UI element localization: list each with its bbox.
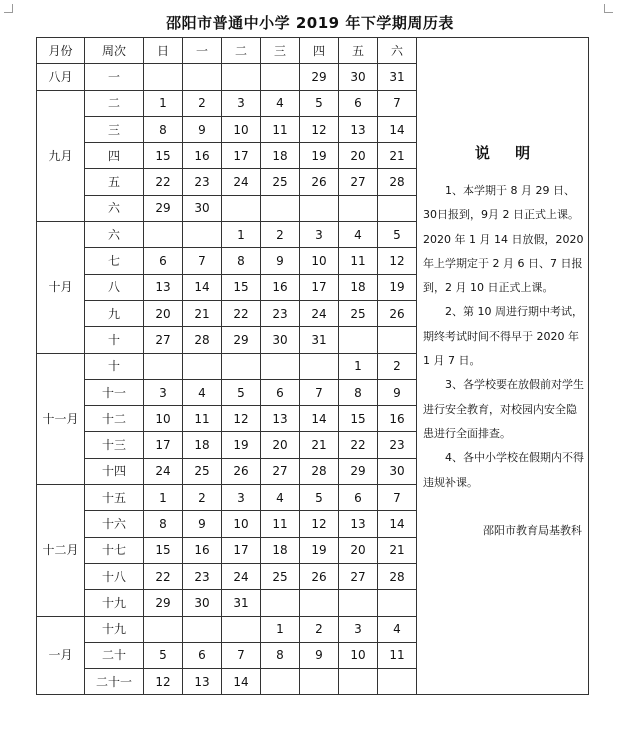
- day-cell: 6: [261, 379, 300, 405]
- header-day: 日: [144, 38, 183, 64]
- header-day: 五: [339, 38, 378, 64]
- day-cell: 7: [300, 379, 339, 405]
- day-cell: 13: [183, 669, 222, 695]
- day-cell: 20: [144, 300, 183, 326]
- day-cell: 5: [144, 642, 183, 668]
- week-cell: 九: [85, 300, 144, 326]
- header-month: 月份: [37, 38, 85, 64]
- week-calendar-table: [36, 37, 589, 695]
- page-title: 邵阳市普通中小学 2019 年下学期周历表: [166, 14, 454, 32]
- notes-heading: 说 明: [474, 144, 541, 162]
- day-cell: 3: [144, 379, 183, 405]
- day-cell: 4: [378, 616, 417, 642]
- day-cell: 14: [378, 511, 417, 537]
- day-cell: 20: [261, 432, 300, 458]
- day-cell: [144, 64, 183, 90]
- day-cell: 14: [300, 406, 339, 432]
- day-cell: 5: [300, 90, 339, 116]
- header-week: 周次: [85, 38, 144, 64]
- day-cell: 23: [261, 300, 300, 326]
- day-cell: 28: [378, 169, 417, 195]
- day-cell: 5: [378, 222, 417, 248]
- day-cell: 28: [183, 327, 222, 353]
- day-cell: 30: [183, 195, 222, 221]
- day-cell: 16: [183, 143, 222, 169]
- day-cell: 22: [144, 563, 183, 589]
- day-cell: 22: [144, 169, 183, 195]
- day-cell: [144, 353, 183, 379]
- day-cell: 27: [144, 327, 183, 353]
- day-cell: 1: [222, 222, 261, 248]
- day-cell: 9: [378, 379, 417, 405]
- day-cell: 20: [339, 143, 378, 169]
- day-cell: 5: [300, 485, 339, 511]
- day-cell: 12: [300, 511, 339, 537]
- week-cell: 三: [85, 116, 144, 142]
- day-cell: [261, 590, 300, 616]
- day-cell: 16: [378, 406, 417, 432]
- day-cell: [261, 195, 300, 221]
- day-cell: 25: [183, 458, 222, 484]
- week-cell: 十八: [85, 563, 144, 589]
- day-cell: 6: [339, 90, 378, 116]
- day-cell: 12: [378, 248, 417, 274]
- day-cell: [261, 353, 300, 379]
- week-cell: 四: [85, 143, 144, 169]
- day-cell: [261, 669, 300, 695]
- day-cell: 15: [339, 406, 378, 432]
- day-cell: 31: [300, 327, 339, 353]
- day-cell: 14: [378, 116, 417, 142]
- day-cell: 18: [261, 537, 300, 563]
- header-day: 三: [261, 38, 300, 64]
- day-cell: 13: [144, 274, 183, 300]
- week-cell: 六: [85, 222, 144, 248]
- week-cell: 十二: [85, 406, 144, 432]
- day-cell: 23: [183, 563, 222, 589]
- day-cell: 7: [378, 90, 417, 116]
- day-cell: 18: [261, 143, 300, 169]
- week-cell: 二: [85, 90, 144, 116]
- day-cell: [300, 195, 339, 221]
- day-cell: [378, 195, 417, 221]
- month-cell: 一月: [37, 616, 85, 695]
- day-cell: 13: [261, 406, 300, 432]
- day-cell: 22: [339, 432, 378, 458]
- day-cell: [222, 195, 261, 221]
- day-cell: 8: [144, 511, 183, 537]
- day-cell: 3: [222, 90, 261, 116]
- notes-item: 2、第 10 周进行期中考试，期终考试时间不得早于 2020 年 1 月 7 日。: [423, 305, 583, 368]
- week-cell: 二十: [85, 642, 144, 668]
- week-cell: 十: [85, 327, 144, 353]
- day-cell: [183, 353, 222, 379]
- day-cell: 29: [144, 590, 183, 616]
- day-cell: [144, 222, 183, 248]
- day-cell: 2: [261, 222, 300, 248]
- day-cell: 27: [339, 563, 378, 589]
- day-cell: 1: [144, 485, 183, 511]
- day-cell: 3: [222, 485, 261, 511]
- day-cell: 26: [300, 169, 339, 195]
- day-cell: 9: [300, 642, 339, 668]
- day-cell: 24: [222, 563, 261, 589]
- day-cell: 31: [222, 590, 261, 616]
- day-cell: 24: [300, 300, 339, 326]
- week-cell: 十七: [85, 537, 144, 563]
- day-cell: [300, 669, 339, 695]
- notes-item: 4、各中小学校在假期内不得违规补课。: [423, 451, 584, 489]
- week-cell: 八: [85, 274, 144, 300]
- day-cell: 21: [300, 432, 339, 458]
- day-cell: 26: [300, 563, 339, 589]
- day-cell: 12: [144, 669, 183, 695]
- week-cell: 十六: [85, 511, 144, 537]
- day-cell: [378, 669, 417, 695]
- day-cell: 10: [222, 116, 261, 142]
- notes-signature: 邵阳市教育局基教科: [483, 523, 582, 537]
- day-cell: [378, 590, 417, 616]
- day-cell: 1: [261, 616, 300, 642]
- day-cell: [339, 195, 378, 221]
- week-cell: 一: [85, 64, 144, 90]
- day-cell: 19: [378, 274, 417, 300]
- week-cell: 七: [85, 248, 144, 274]
- day-cell: 28: [300, 458, 339, 484]
- day-cell: 6: [339, 485, 378, 511]
- day-cell: 25: [339, 300, 378, 326]
- notes-panel: [417, 38, 589, 695]
- day-cell: 19: [222, 432, 261, 458]
- day-cell: 15: [222, 274, 261, 300]
- notes-item: 1、本学期于 8 月 29 日、30日报到，9月 2 日正式上课。2020 年 1 月 14 日放假，2020 年上学期定于 2 月 6 日、7 日报到，2 月 10 日正式上课。: [423, 184, 584, 295]
- day-cell: [300, 590, 339, 616]
- day-cell: 15: [144, 143, 183, 169]
- day-cell: 10: [222, 511, 261, 537]
- day-cell: [339, 590, 378, 616]
- day-cell: 10: [300, 248, 339, 274]
- header-day: 一: [183, 38, 222, 64]
- day-cell: 27: [339, 169, 378, 195]
- day-cell: 4: [339, 222, 378, 248]
- day-cell: 13: [339, 116, 378, 142]
- calendar-body: [37, 38, 589, 695]
- day-cell: 6: [144, 248, 183, 274]
- day-cell: [300, 353, 339, 379]
- day-cell: [222, 616, 261, 642]
- day-cell: 7: [183, 248, 222, 274]
- notes-text: [417, 179, 588, 495]
- day-cell: 30: [261, 327, 300, 353]
- day-cell: [183, 616, 222, 642]
- day-cell: 14: [222, 669, 261, 695]
- week-cell: 六: [85, 195, 144, 221]
- day-cell: 18: [339, 274, 378, 300]
- day-cell: 2: [183, 485, 222, 511]
- day-cell: [261, 64, 300, 90]
- day-cell: 2: [378, 353, 417, 379]
- day-cell: 14: [183, 274, 222, 300]
- day-cell: 30: [339, 64, 378, 90]
- day-cell: 8: [144, 116, 183, 142]
- day-cell: 11: [378, 642, 417, 668]
- day-cell: 17: [222, 143, 261, 169]
- day-cell: [183, 64, 222, 90]
- day-cell: 20: [339, 537, 378, 563]
- day-cell: 12: [300, 116, 339, 142]
- month-cell: 九月: [37, 90, 85, 221]
- day-cell: 31: [378, 64, 417, 90]
- day-cell: 11: [339, 248, 378, 274]
- day-cell: 2: [183, 90, 222, 116]
- month-cell: 十二月: [37, 485, 85, 616]
- month-cell: 十月: [37, 222, 85, 353]
- day-cell: 17: [222, 537, 261, 563]
- day-cell: 19: [300, 537, 339, 563]
- day-cell: 5: [222, 379, 261, 405]
- day-cell: 11: [261, 116, 300, 142]
- day-cell: 21: [378, 537, 417, 563]
- day-cell: 28: [378, 563, 417, 589]
- day-cell: 10: [339, 642, 378, 668]
- day-cell: [339, 327, 378, 353]
- day-cell: 1: [144, 90, 183, 116]
- day-cell: 10: [144, 406, 183, 432]
- header-day: 四: [300, 38, 339, 64]
- day-cell: 30: [183, 590, 222, 616]
- day-cell: 9: [261, 248, 300, 274]
- day-cell: 3: [339, 616, 378, 642]
- header-row: [37, 38, 589, 64]
- day-cell: 24: [222, 169, 261, 195]
- day-cell: 9: [183, 116, 222, 142]
- day-cell: [222, 353, 261, 379]
- day-cell: [144, 616, 183, 642]
- day-cell: [378, 327, 417, 353]
- week-cell: 二十一: [85, 669, 144, 695]
- day-cell: 18: [183, 432, 222, 458]
- day-cell: 29: [300, 64, 339, 90]
- day-cell: 22: [222, 300, 261, 326]
- day-cell: 11: [261, 511, 300, 537]
- header-day: 二: [222, 38, 261, 64]
- day-cell: 23: [183, 169, 222, 195]
- day-cell: 7: [222, 642, 261, 668]
- day-cell: 8: [261, 642, 300, 668]
- day-cell: 1: [339, 353, 378, 379]
- month-cell: 八月: [37, 64, 85, 90]
- day-cell: 17: [300, 274, 339, 300]
- week-cell: 十三: [85, 432, 144, 458]
- notes-item: 3、各学校要在放假前对学生进行安全教育，对校园内安全隐患进行全面排查。: [423, 378, 584, 440]
- header-day: 六: [378, 38, 417, 64]
- week-cell: 十: [85, 353, 144, 379]
- day-cell: 3: [300, 222, 339, 248]
- day-cell: 13: [339, 511, 378, 537]
- day-cell: [222, 64, 261, 90]
- day-cell: 12: [222, 406, 261, 432]
- week-cell: 十九: [85, 616, 144, 642]
- day-cell: 26: [378, 300, 417, 326]
- day-cell: 8: [222, 248, 261, 274]
- day-cell: 30: [378, 458, 417, 484]
- day-cell: 8: [339, 379, 378, 405]
- day-cell: 25: [261, 563, 300, 589]
- week-cell: 十一: [85, 379, 144, 405]
- day-cell: 2: [300, 616, 339, 642]
- week-cell: 五: [85, 169, 144, 195]
- day-cell: 16: [261, 274, 300, 300]
- day-cell: 26: [222, 458, 261, 484]
- day-cell: 23: [378, 432, 417, 458]
- day-cell: 17: [144, 432, 183, 458]
- day-cell: 15: [144, 537, 183, 563]
- week-cell: 十四: [85, 458, 144, 484]
- day-cell: 21: [378, 143, 417, 169]
- day-cell: 9: [183, 511, 222, 537]
- month-cell: 十一月: [37, 353, 85, 484]
- day-cell: [183, 222, 222, 248]
- day-cell: 19: [300, 143, 339, 169]
- day-cell: 24: [144, 458, 183, 484]
- day-cell: 21: [183, 300, 222, 326]
- day-cell: 4: [183, 379, 222, 405]
- day-cell: 4: [261, 90, 300, 116]
- day-cell: 16: [183, 537, 222, 563]
- day-cell: 11: [183, 406, 222, 432]
- week-cell: 十五: [85, 485, 144, 511]
- day-cell: 7: [378, 485, 417, 511]
- day-cell: 29: [144, 195, 183, 221]
- day-cell: 27: [261, 458, 300, 484]
- day-cell: 29: [339, 458, 378, 484]
- day-cell: 4: [261, 485, 300, 511]
- week-cell: 十九: [85, 590, 144, 616]
- day-cell: [339, 669, 378, 695]
- day-cell: 6: [183, 642, 222, 668]
- day-cell: 25: [261, 169, 300, 195]
- day-cell: 29: [222, 327, 261, 353]
